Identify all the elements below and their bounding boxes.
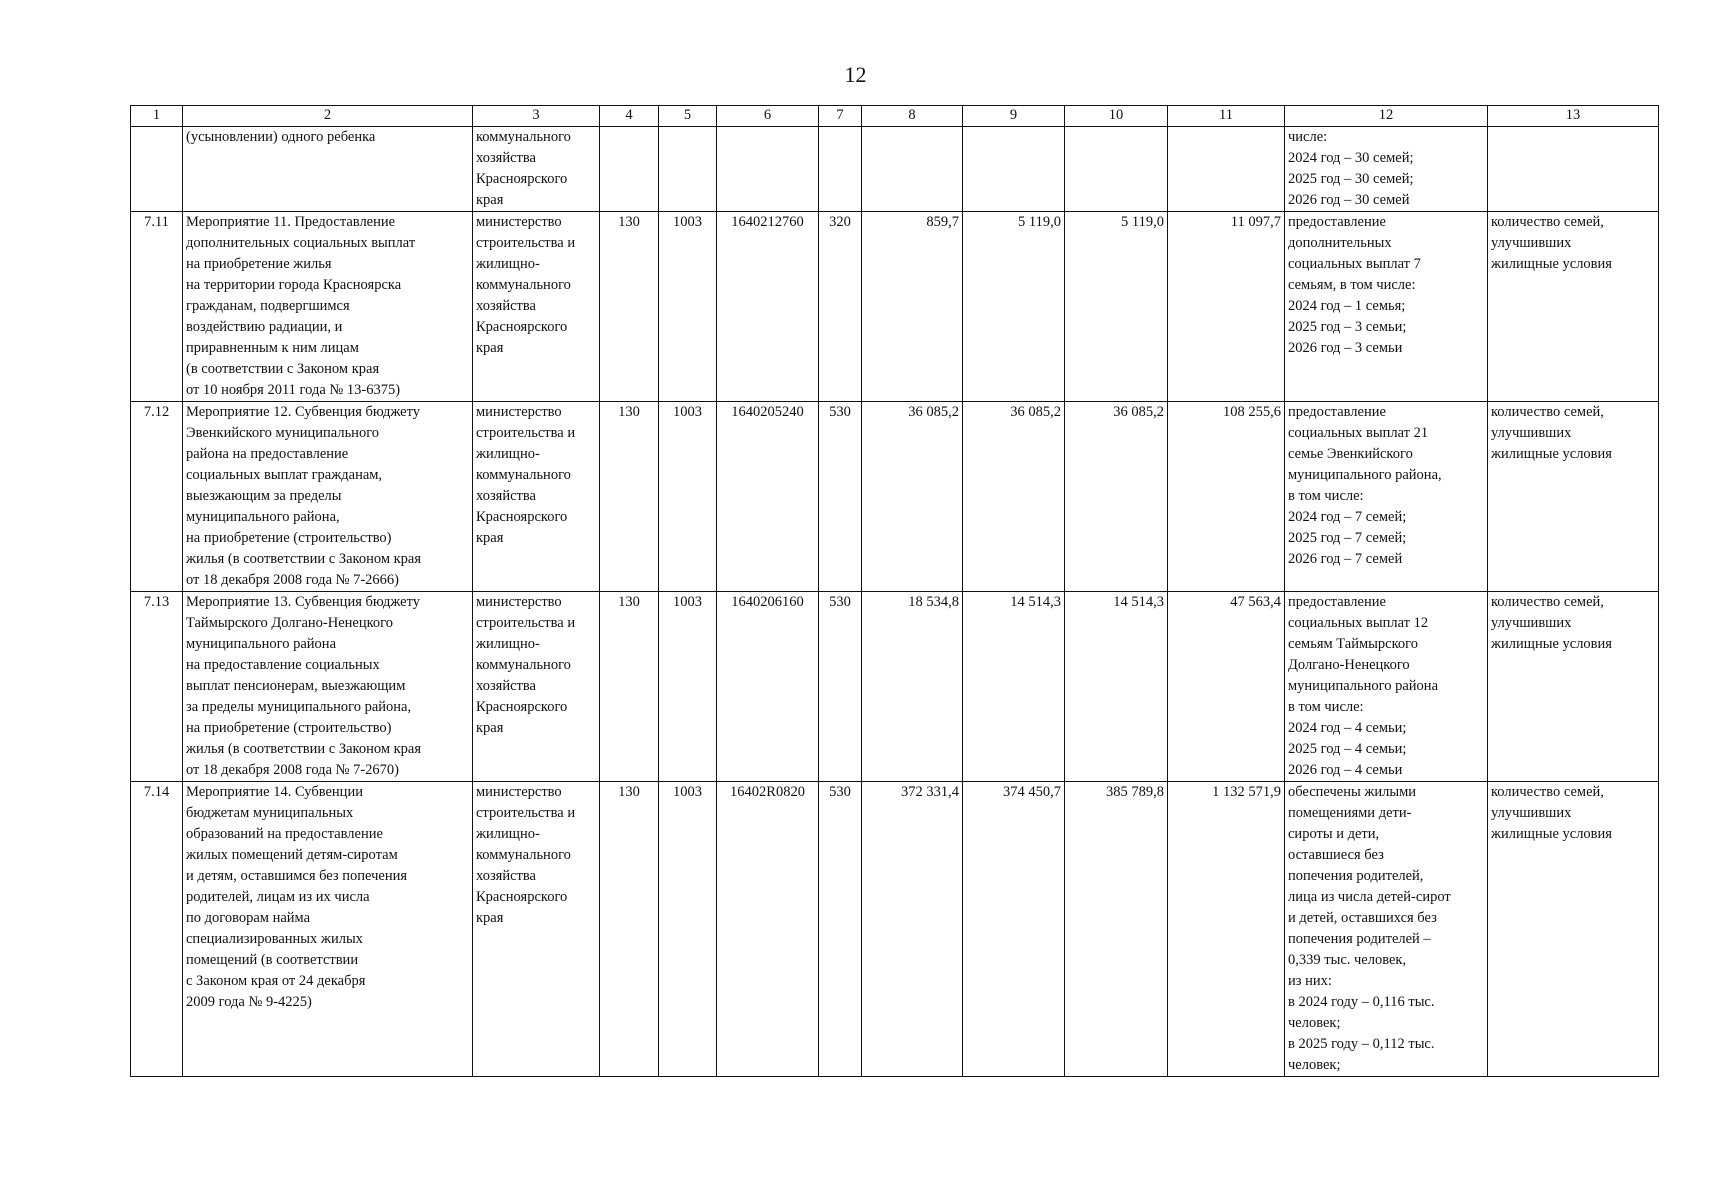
cell-amount-2026: 5 119,0	[1065, 212, 1168, 402]
col-header-9: 9	[963, 106, 1065, 127]
cell-amount-2026: 385 789,8	[1065, 782, 1168, 1077]
cell-grbs-code: 130	[600, 592, 659, 782]
column-number-header-row	[131, 106, 1659, 127]
col-header-6: 6	[717, 106, 819, 127]
cell-executor: коммунального хозяйства Красноярского края	[473, 127, 600, 212]
col-header-12: 12	[1285, 106, 1488, 127]
cell-executor: министерство строительства и жилищно- коммунального хозяйства Красноярского края	[473, 782, 600, 1077]
cell-amount-total: 108 255,6	[1168, 402, 1285, 592]
cell-amount-2025	[963, 127, 1065, 212]
col-header-4: 4	[600, 106, 659, 127]
cell-measure-name: Мероприятие 13. Субвенция бюджету Таймырского Долгано-Ненецкого муниципального района на предоставление социальных выплат пенсионерам, выезжающим за пределы муниципального района, на приобретение (строительство) жилья (в соответствии с Законом края от 18 декабря 2008 года № 7-2670)	[183, 592, 473, 782]
cell-section-code: 1003	[659, 782, 717, 1077]
cell-indicator: количество семей, улучшивших жилищные условия	[1488, 212, 1659, 402]
page-number: 12	[844, 62, 867, 87]
cell-section-code	[659, 127, 717, 212]
cell-amount-total: 47 563,4	[1168, 592, 1285, 782]
col-header-7: 7	[819, 106, 862, 127]
col-header-5: 5	[659, 106, 717, 127]
cell-target-code	[717, 127, 819, 212]
col-header-10: 10	[1065, 106, 1168, 127]
table-row	[131, 127, 1659, 212]
cell-amount-2024: 36 085,2	[862, 402, 963, 592]
cell-amount-2024	[862, 127, 963, 212]
col-header-11: 11	[1168, 106, 1285, 127]
cell-number: 7.11	[131, 212, 183, 402]
cell-amount-2026: 14 514,3	[1065, 592, 1168, 782]
cell-amount-2025: 36 085,2	[963, 402, 1065, 592]
cell-indicator: количество семей, улучшивших жилищные условия	[1488, 402, 1659, 592]
cell-amount-total: 11 097,7	[1168, 212, 1285, 402]
table-row	[131, 782, 1659, 1077]
cell-amount-2025: 374 450,7	[963, 782, 1065, 1077]
cell-amount-2024: 859,7	[862, 212, 963, 402]
cell-executor: министерство строительства и жилищно- коммунального хозяйства Красноярского края	[473, 402, 600, 592]
cell-expense-type	[819, 127, 862, 212]
cell-executor: министерство строительства и жилищно- коммунального хозяйства Красноярского края	[473, 592, 600, 782]
cell-measure-name: Мероприятие 14. Субвенции бюджетам муниципальных образований на предоставление жилых помещений детям-сиротам и детям, оставшимся без попечения родителей, лицам из их числа по договорам найма специализированных жилых помещений (в соответствии с Законом края от 24 декабря 2009 года № 9-4225)	[183, 782, 473, 1077]
cell-expected-result: предоставление социальных выплат 21 семье Эвенкийского муниципального района, в том числе: 2024 год – 7 семей; 2025 год – 7 семей; 2026 год – 7 семей	[1285, 402, 1488, 592]
cell-expense-type: 530	[819, 592, 862, 782]
cell-grbs-code: 130	[600, 782, 659, 1077]
col-header-3: 3	[473, 106, 600, 127]
cell-amount-2026	[1065, 127, 1168, 212]
cell-target-code: 1640206160	[717, 592, 819, 782]
cell-amount-2024: 18 534,8	[862, 592, 963, 782]
cell-indicator: количество семей, улучшивших жилищные условия	[1488, 782, 1659, 1077]
cell-grbs-code	[600, 127, 659, 212]
cell-expense-type: 530	[819, 782, 862, 1077]
cell-indicator	[1488, 127, 1659, 212]
cell-number: 7.13	[131, 592, 183, 782]
cell-expected-result: предоставление дополнительных социальных выплат 7 семьям, в том числе: 2024 год – 1 семья; 2025 год – 3 семьи; 2026 год – 3 семьи	[1285, 212, 1488, 402]
cell-section-code: 1003	[659, 212, 717, 402]
cell-amount-2025: 5 119,0	[963, 212, 1065, 402]
cell-expense-type: 530	[819, 402, 862, 592]
cell-amount-total: 1 132 571,9	[1168, 782, 1285, 1077]
col-header-1: 1	[131, 106, 183, 127]
cell-target-code: 16402R0820	[717, 782, 819, 1077]
cell-section-code: 1003	[659, 592, 717, 782]
col-header-13: 13	[1488, 106, 1659, 127]
cell-executor: министерство строительства и жилищно- коммунального хозяйства Красноярского края	[473, 212, 600, 402]
table-row	[131, 592, 1659, 782]
cell-measure-name: Мероприятие 12. Субвенция бюджету Эвенкийского муниципального района на предоставление социальных выплат гражданам, выезжающим за пределы муниципального района, на приобретение (строительство) жилья (в соответствии с Законом края от 18 декабря 2008 года № 7-2666)	[183, 402, 473, 592]
cell-expected-result: числе: 2024 год – 30 семей; 2025 год – 30 семей; 2026 год – 30 семей	[1285, 127, 1488, 212]
measures-table	[130, 105, 1659, 1077]
cell-section-code: 1003	[659, 402, 717, 592]
cell-target-code: 1640205240	[717, 402, 819, 592]
table-row	[131, 402, 1659, 592]
cell-measure-name: Мероприятие 11. Предоставление дополнительных социальных выплат на приобретение жилья на территории города Красноярска гражданам, подвергшимся воздействию радиации, и приравненным к ним лицам (в соответствии с Законом края от 10 ноября 2011 года № 13-6375)	[183, 212, 473, 402]
table-row	[131, 212, 1659, 402]
col-header-8: 8	[862, 106, 963, 127]
col-header-2: 2	[183, 106, 473, 127]
cell-amount-total	[1168, 127, 1285, 212]
cell-measure-name: (усыновлении) одного ребенка	[183, 127, 473, 212]
cell-grbs-code: 130	[600, 402, 659, 592]
cell-amount-2025: 14 514,3	[963, 592, 1065, 782]
cell-indicator: количество семей, улучшивших жилищные условия	[1488, 592, 1659, 782]
cell-grbs-code: 130	[600, 212, 659, 402]
cell-number: 7.12	[131, 402, 183, 592]
cell-amount-2024: 372 331,4	[862, 782, 963, 1077]
cell-expected-result: обеспечены жилыми помещениями дети- сироты и дети, оставшиеся без попечения родителей, лица из числа детей-сирот и детей, оставшихся без попечения родителей – 0,339 тыс. человек, из них: в 2024 году – 0,116 тыс. человек; в 2025 году – 0,112 тыс. человек;	[1285, 782, 1488, 1077]
cell-number	[131, 127, 183, 212]
cell-number: 7.14	[131, 782, 183, 1077]
cell-expense-type: 320	[819, 212, 862, 402]
cell-expected-result: предоставление социальных выплат 12 семьям Таймырского Долгано-Ненецкого муниципального района в том числе: 2024 год – 4 семьи; 2025 год – 4 семьи; 2026 год – 4 семьи	[1285, 592, 1488, 782]
cell-target-code: 1640212760	[717, 212, 819, 402]
cell-amount-2026: 36 085,2	[1065, 402, 1168, 592]
